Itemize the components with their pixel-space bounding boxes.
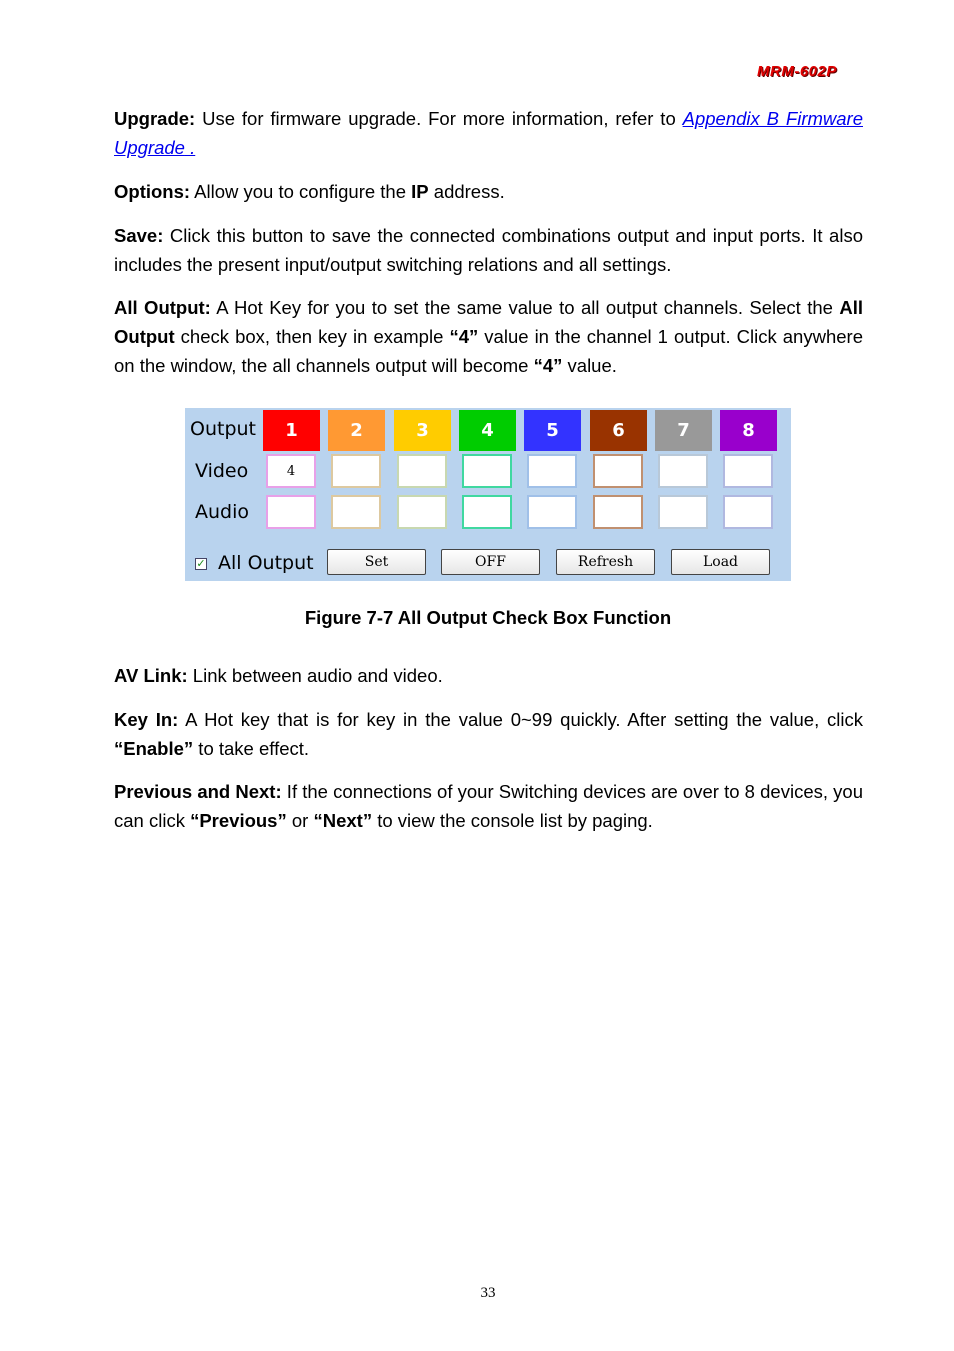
term-key-in: Key In: [114, 709, 179, 730]
text-key-in: A Hot key that is for key in the value 0~99 quickly. After setting the value, click [178, 709, 863, 730]
text-av-link: Link between audio and video. [187, 665, 443, 686]
audio-input-2[interactable] [331, 495, 381, 529]
bold-next: “Next” [313, 810, 373, 831]
audio-input-3[interactable] [397, 495, 447, 529]
row-label-video: Video [195, 460, 249, 482]
term-prev-next: Previous and Next: [114, 781, 282, 802]
link-appendix-b-text: Appendix B Firmware Upgrade [114, 108, 863, 158]
text-options-2: address. [428, 181, 505, 202]
bold-all-output: All Output [114, 297, 863, 347]
load-button[interactable]: Load [671, 549, 770, 575]
paragraph-upgrade [114, 104, 863, 162]
term-save: Save: [114, 225, 164, 246]
set-button[interactable]: Set [327, 549, 426, 575]
text-all-output-3: value in the channel 1 output. Click anywhere on the window, the all channels output will become [114, 326, 863, 376]
bold-previous: “Previous” [190, 810, 287, 831]
paragraph-all-output [114, 293, 863, 380]
all-output-figure [185, 408, 791, 581]
paragraph-prev-next [114, 777, 863, 835]
row-label-audio: Audio [195, 501, 250, 523]
text-prev-next-3: to view the console list by paging. [372, 810, 653, 831]
video-input-3[interactable] [397, 454, 447, 488]
channel-header-6: 6 [590, 410, 647, 451]
off-button[interactable]: OFF [441, 549, 540, 575]
channel-header-4: 4 [459, 410, 516, 451]
text-key-in-tail: to take effect. [193, 738, 310, 759]
video-input-5[interactable] [527, 454, 577, 488]
audio-input-6[interactable] [593, 495, 643, 529]
video-input-1[interactable]: 4 [266, 454, 316, 488]
text-prev-next-1: If the connections of your Switching devices are over to 8 devices, you can click [114, 781, 863, 831]
audio-input-7[interactable] [658, 495, 708, 529]
channel-header-3: 3 [394, 410, 451, 451]
term-all-output: All Output: [114, 297, 211, 318]
paragraph-key-in [114, 705, 863, 763]
bold-value-4a: “4” [449, 326, 479, 347]
audio-input-5[interactable] [527, 495, 577, 529]
channel-header-7: 7 [655, 410, 712, 451]
text-prev-next-2: or [286, 810, 314, 831]
refresh-button[interactable]: Refresh [556, 549, 655, 575]
row-label-output: Output [190, 418, 256, 440]
figure-caption: Figure 7-7 All Output Check Box Function [304, 607, 672, 628]
text-upgrade: Use for firmware upgrade. For more information, refer to [195, 108, 683, 129]
channel-header-1: 1 [263, 410, 320, 451]
video-input-6[interactable] [593, 454, 643, 488]
paragraph-options [114, 177, 863, 206]
paragraph-save [114, 221, 863, 279]
bold-value-4b: “4” [533, 355, 563, 376]
audio-input-8[interactable] [723, 495, 773, 529]
link-appendix-b-tail: . [184, 137, 196, 158]
text-save: Click this button to save the connected combinations output and input ports. It also includes the present input/output switching relations and all settings. [114, 225, 863, 275]
bold-enable: “Enable” [114, 738, 194, 759]
term-options: Options: [114, 181, 191, 202]
page-number: 33 [480, 1285, 496, 1301]
text-all-output-4: value. [562, 355, 617, 376]
term-upgrade: Upgrade: [114, 108, 196, 129]
video-input-8[interactable] [723, 454, 773, 488]
all-output-label: All Output [218, 552, 314, 574]
term-av-link: AV Link: [114, 665, 188, 686]
bold-ip: IP [411, 181, 429, 202]
brand-logo: MRM-602P [757, 63, 837, 80]
text-all-output-2: check box, then key in example [174, 326, 450, 347]
channel-header-8: 8 [720, 410, 777, 451]
text-all-output-1: A Hot Key for you to set the same value to all output channels. Select the [210, 297, 840, 318]
video-input-2[interactable] [331, 454, 381, 488]
text-options-1: Allow you to configure the [190, 181, 412, 202]
audio-input-1[interactable] [266, 495, 316, 529]
video-input-7[interactable] [658, 454, 708, 488]
paragraph-av-link [114, 661, 863, 690]
all-output-checkbox[interactable]: ✓ [196, 558, 206, 570]
audio-input-4[interactable] [462, 495, 512, 529]
video-input-4[interactable] [462, 454, 512, 488]
channel-header-5: 5 [524, 410, 581, 451]
channel-header-2: 2 [328, 410, 385, 451]
